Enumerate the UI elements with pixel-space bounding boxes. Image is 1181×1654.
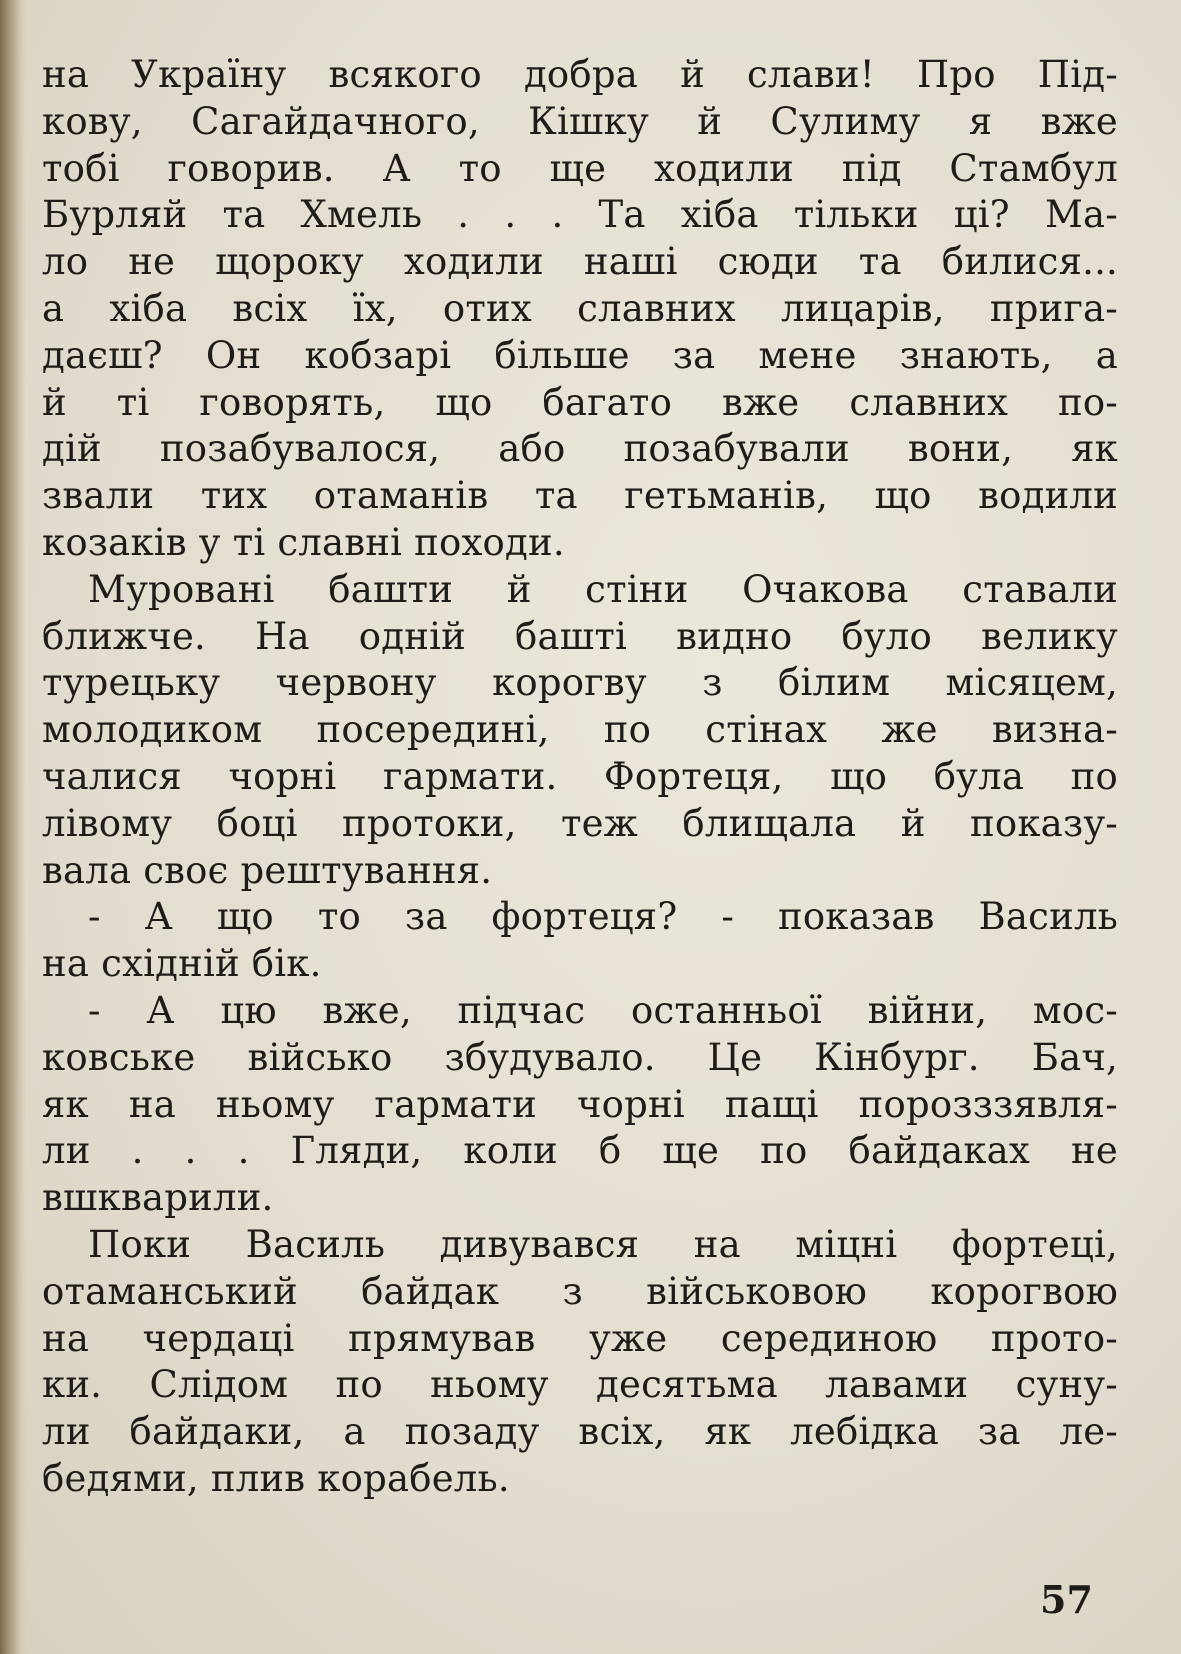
text-line: лівому боці протоки, теж блищала й показу-	[42, 801, 1118, 845]
text-line: кову, Сагайдачного, Кішку й Сулиму я вже	[42, 99, 1118, 143]
text-line: ближче. На одній башті видно було велику	[42, 614, 1118, 658]
text-line: на чердаці прямував уже серединою прото-	[42, 1316, 1118, 1360]
text-line: чалися чорні гармати. Фортеця, що була по	[42, 754, 1118, 798]
text-line: й ті говорять, що багато вже славних по-	[42, 380, 1118, 424]
text-line: дій позабувалося, або позабували вони, як	[42, 427, 1118, 471]
text-line: - А що то за фортеця? - показав Василь	[88, 895, 1118, 939]
text-line: Муровані башти й стіни Очакова ставали	[88, 567, 1118, 611]
text-line: козаків у ті славні походи.	[42, 520, 565, 564]
text-line: молодиком посередині, по стінах же визна-	[42, 708, 1118, 752]
text-line: звали тих отаманів та гетьманів, що водили	[42, 474, 1118, 518]
page-number: 57	[1040, 1577, 1093, 1622]
text-line: вала своє рештування.	[42, 848, 493, 892]
text-line: як на ньому гармати чорні пащі порозззявля-	[42, 1082, 1118, 1126]
text-line: тобі говорив. А то ще ходили під Стамбул	[42, 146, 1118, 190]
text-line: ло не щороку ходили наші сюди та билися...	[42, 240, 1118, 284]
text-line: отаманський байдак з військовою корогвою	[42, 1269, 1118, 1313]
text-line: ли байдаки, а позаду всіх, як лебідка за ле-	[42, 1410, 1118, 1454]
text-line: ли . . . Гляди, коли б ще по байдаках не	[42, 1129, 1118, 1173]
text-line: ковське військо збудувало. Це Кінбург. Бач,	[42, 1035, 1118, 1079]
text-line: на Україну всякого добра й слави! Про Під-	[42, 53, 1118, 96]
text-line: а хіба всіх їх, отих славних лицарів, прига-	[42, 286, 1118, 330]
page-text	[42, 52, 1118, 1503]
binding-shadow	[0, 0, 26, 1654]
text-line: бедями, плив корабель.	[42, 1456, 510, 1500]
text-line: - А цю вже, підчас останньої війни, мос-	[88, 988, 1118, 1032]
text-line: даєш? Он кобзарі більше за мене знають, а	[42, 333, 1118, 377]
text-line: ки. Слідом по ньому десятьма лавами суну-	[42, 1363, 1118, 1407]
text-line: турецьку червону корогву з білим місяцем,	[42, 661, 1118, 705]
text-line: Поки Василь дивувався на міцні фортеці,	[88, 1222, 1118, 1266]
text-line: вшкварили.	[42, 1176, 274, 1220]
text-line: Бурляй та Хмель . . . Та хіба тільки ці? Ма-	[42, 193, 1118, 237]
text-line: на східній бік.	[42, 942, 322, 986]
